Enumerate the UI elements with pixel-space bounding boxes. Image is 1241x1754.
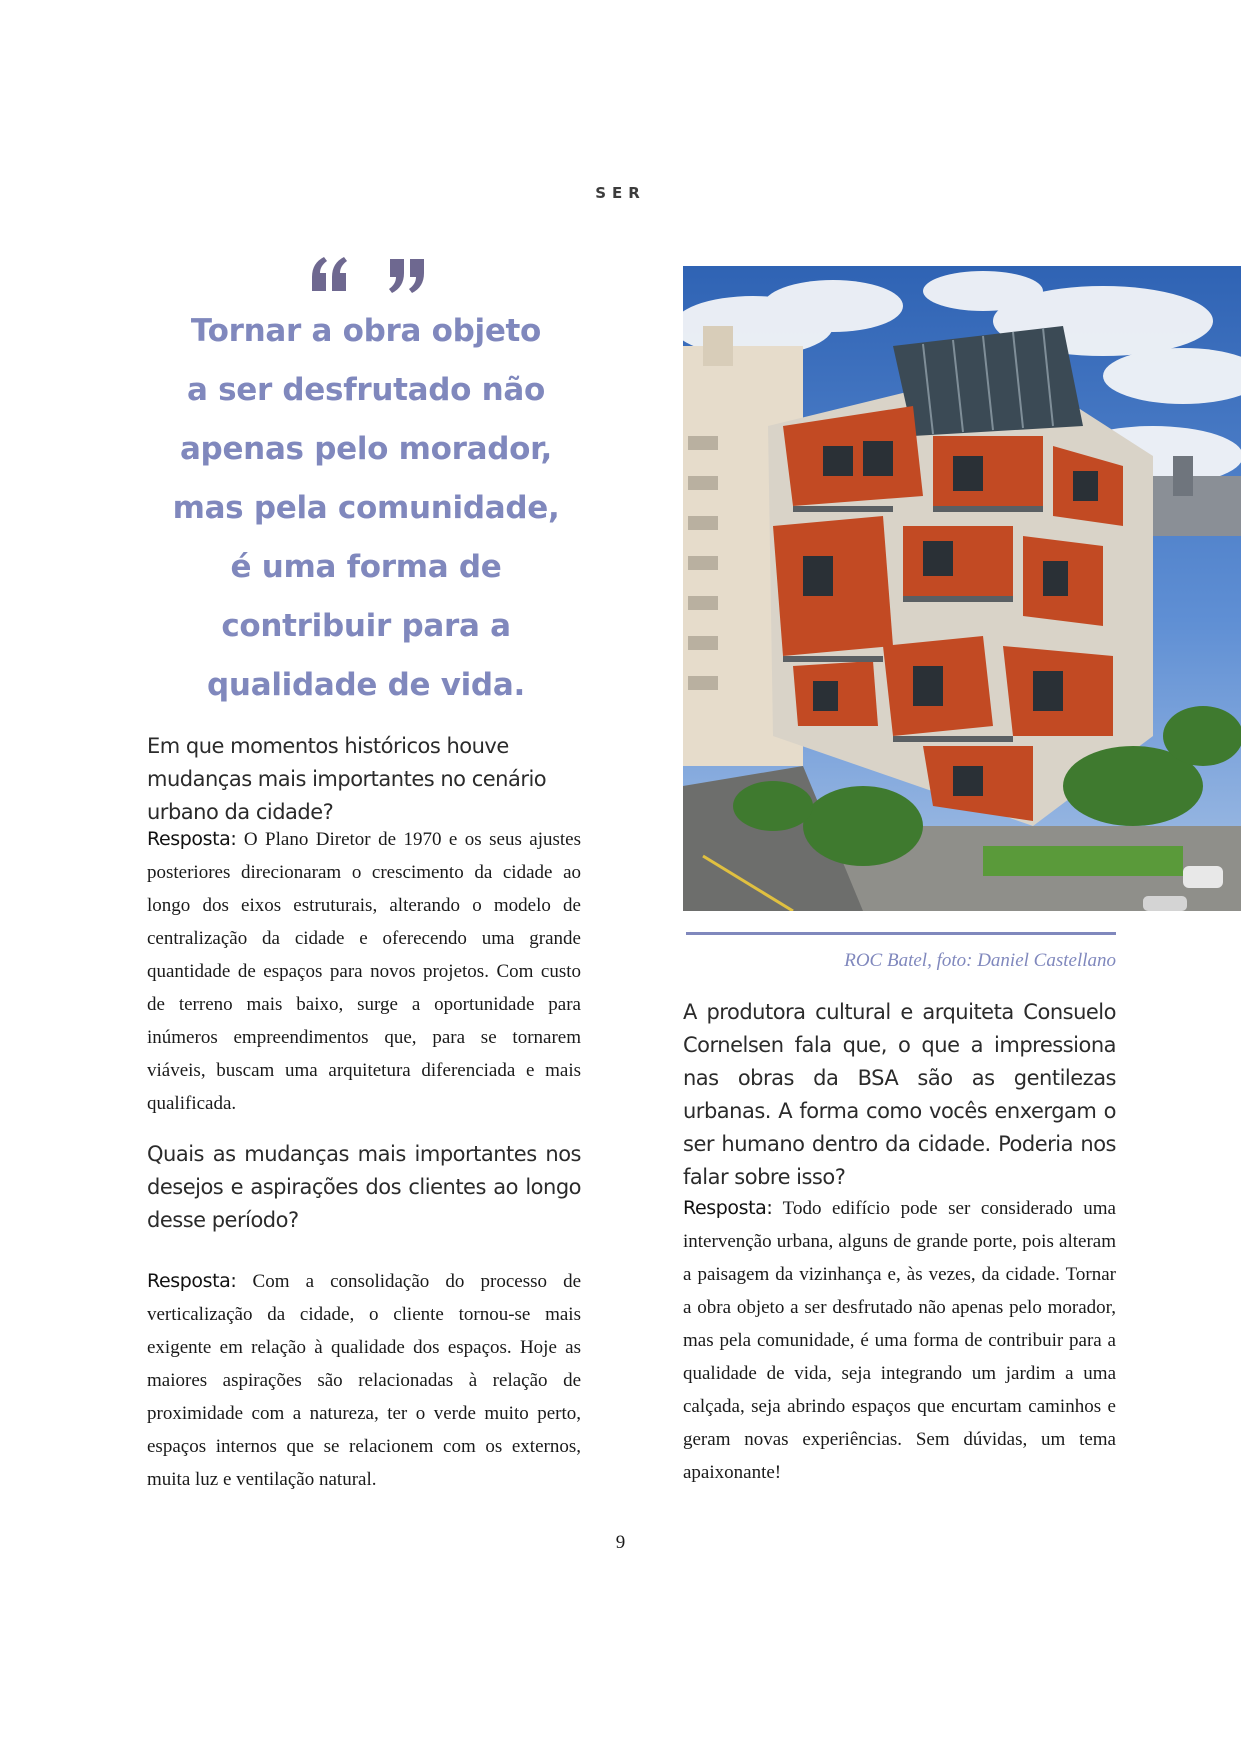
question-2: Quais as mudanças mais importantes nos desejos e aspirações dos clientes ao longo desse período?: [147, 1142, 581, 1232]
answer-1: [147, 823, 581, 1120]
pull-quote-line: qualidade de vida.: [207, 667, 525, 703]
photo-caption: ROC Batel, foto: Daniel Castellano: [844, 950, 1116, 971]
pull-quote-line: contribuir para a: [221, 608, 511, 644]
question-3: A produtora cultural e arquiteta Consuelo Cornelsen fala que, o que a impressiona nas obras da BSA são as gentilezas urbanas. A forma como vocês enxergam o ser humano dentro da cidade. Poderia nos falar sobre isso?: [683, 1000, 1116, 1189]
building-photo: [683, 266, 1241, 911]
answer-lead: Resposta:: [147, 828, 237, 850]
pull-quote-line: mas pela comunidade,: [172, 490, 560, 526]
pull-quote: [150, 302, 582, 715]
caption-rule: [686, 932, 1116, 935]
answer-text: Com a consolidação do processo de verticalização da cidade, o cliente tornou-se mais exigente em relação à qualidade dos espaços. Hoje as maiores aspirações são relacionadas à relação de proximidade com a natureza, ter o verde muito perto, espaços internos que se relacionem com os externos, muita luz e ventilação natural.: [147, 1271, 582, 1490]
answer-lead: Resposta:: [147, 1270, 237, 1292]
page-number: 9: [615, 1532, 626, 1553]
question-1: Em que momentos históricos houve mudanças mais importantes no cenário urbano da cidade?: [147, 734, 547, 824]
section-label: SER: [595, 184, 646, 202]
answer-2: [147, 1265, 581, 1496]
pull-quote-line: é uma forma de: [230, 549, 502, 585]
pull-quote-line: a ser desfrutado não: [186, 372, 546, 408]
answer-lead: Resposta:: [683, 1197, 773, 1219]
answer-text: O Plano Diretor de 1970 e os seus ajustes posteriores direcionaram o crescimento da cidade ao longo dos eixos estruturais, alterando o modelo de centralização da cidade e oferecendo uma grande quantidade de espaços para novos projetos. Com custo de terreno mais baixo, surge a oportunidade para inúmeros empreendimentos que, para se tornarem viáveis, buscam uma arquitetura diferenciada e mais qualificada.: [147, 829, 582, 1114]
pull-quote-line: apenas pelo morador,: [179, 431, 553, 467]
quotation-marks-icon: [310, 255, 426, 295]
answer-3: [683, 1192, 1116, 1489]
pull-quote-line: Tornar a obra objeto: [190, 313, 542, 349]
answer-text: Todo edifício pode ser considerado uma intervenção urbana, alguns de grande porte, pois alteram a paisagem da vizinhança e, às vezes, da cidade. Tornar a obra objeto a ser desfrutado não apenas pelo morador, mas pela comunidade, é uma forma de contribuir para a qualidade de vida, seja integrando um jardim a uma calçada, seja abrindo espaços que encurtam caminhos e geram novas experiências. Sem dúvidas, um tema apaixonante!: [683, 1198, 1116, 1483]
